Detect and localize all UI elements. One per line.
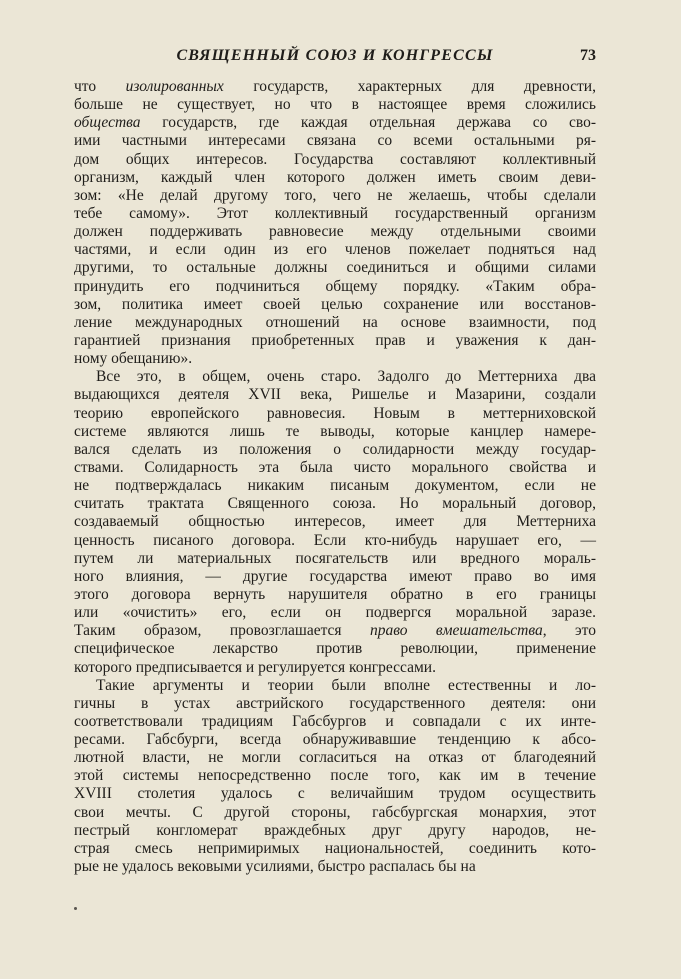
paper-speck <box>74 907 77 910</box>
text-segment: должен поддерживать равновесие между отдельными своими <box>74 223 596 241</box>
text-segment: зом, политика имеет своей целью сохранение или восстанов- <box>74 295 596 313</box>
text-line <box>74 749 596 767</box>
text-segment: принудить его подчиниться общему порядку. «Таким обра- <box>74 277 596 295</box>
text-segment: свои мечты. С другой стороны, габсбургская монархия, этот <box>74 803 596 821</box>
paragraph <box>74 78 596 368</box>
text-line <box>74 78 596 96</box>
text-line <box>74 223 596 241</box>
text-line <box>74 822 596 840</box>
text-line <box>74 205 596 223</box>
text-line <box>74 259 596 277</box>
text-segment: не подтверждалась никаким писаным документом, если не <box>74 477 596 495</box>
text-line <box>74 659 596 677</box>
text-segment: соответствовали традициям Габсбургов и совпадали с их инте- <box>74 712 596 730</box>
text-segment: путем ли материальных посягательств или вредного мораль- <box>74 549 596 567</box>
text-line <box>74 604 596 622</box>
text-segment: Все это, в общем, очень старо. Задолго до Меттерниха два <box>96 368 596 386</box>
text-segment: ного влияния, — другие государства имеют право во имя <box>74 567 596 585</box>
text-segment: страя смесь непримиримых национальностей, соединить кото- <box>74 839 596 857</box>
text-line <box>74 169 596 187</box>
text-line <box>74 114 596 132</box>
italic-emphasis: общества <box>74 114 141 132</box>
italic-emphasis: изолированных <box>125 78 224 95</box>
text-line <box>74 405 596 423</box>
text-segment: больше не существует, но что в настоящее время сложились <box>74 96 596 114</box>
text-line <box>74 858 596 876</box>
text-line <box>74 550 596 568</box>
text-line <box>74 96 596 114</box>
text-line <box>74 151 596 169</box>
paragraph <box>74 368 596 676</box>
text-line <box>74 477 596 495</box>
text-segment: что <box>74 78 126 95</box>
text-line <box>74 586 596 604</box>
text-line <box>74 804 596 822</box>
text-line <box>74 386 596 404</box>
text-segment: считать трактата Священного союза. Но моральный договор, <box>74 495 596 513</box>
text-segment: ценность писаного договора. Если кто-нибудь нарушает его, — <box>74 531 596 549</box>
text-line <box>74 187 596 205</box>
text-segment: пестрый конгломерат враждебных друг другу народов, не- <box>74 821 596 839</box>
text-segment: ление международных отношений на основе взаимности, под <box>74 313 596 331</box>
text-segment: гарантией признания приобретенных прав и уважения к дан- <box>74 331 596 349</box>
text-line <box>74 368 596 386</box>
text-segment: частями, и если один из его членов пожелает подняться над <box>74 241 596 259</box>
text-segment: организм, каждый член которого должен иметь своим деви- <box>74 168 596 186</box>
text-line <box>74 459 596 477</box>
text-segment: ному обещанию». <box>74 350 193 368</box>
text-line <box>74 241 596 259</box>
text-segment: Такие аргументы и теории были вполне естественны и ло- <box>96 676 596 694</box>
text-segment: теорию европейского равновесия. Новым в меттерниховской <box>74 404 596 422</box>
text-line <box>74 785 596 803</box>
text-segment: системе являются лишь те выводы, которые канцлер намере- <box>74 422 596 440</box>
text-segment: ресами. Габсбурги, всегда обнаруживавшие тенденцию к абсо- <box>74 731 596 749</box>
running-head <box>74 47 596 69</box>
text-segment: или «очистить» его, если он подвергся моральной заразе. <box>74 604 596 622</box>
text-segment: государств, где каждая отдельная держава со сво- <box>140 114 596 132</box>
text-segment: вался сделать из положения о солидарности между государ- <box>74 440 596 458</box>
text-segment: выдающихся деятеля XVII века, Ришелье и Мазарини, создали <box>74 386 596 404</box>
text-segment: лютной власти, не могли согласиться на отказ от благодеяний <box>74 749 596 767</box>
paragraph <box>74 677 596 877</box>
text-line <box>74 840 596 858</box>
text-segment: рые не удалось вековыми усилиями, быстро распалась бы на <box>74 858 476 876</box>
text-line <box>74 278 596 296</box>
text-line <box>74 640 596 658</box>
text-segment: которого предписывается и регулируется конгрессами. <box>74 658 436 676</box>
text-line <box>74 713 596 731</box>
text-segment: зом: «Не делай другому того, чего не желаешь, чтобы сделали <box>74 186 596 204</box>
text-segment: специфическое лекарство против революции, применение <box>74 640 596 658</box>
italic-emphasis: право вмешательства <box>369 622 543 640</box>
body-text <box>74 78 596 876</box>
text-line <box>74 677 596 695</box>
text-segment: XVIII столетия удалось с величайшим трудом осуществить <box>74 785 596 803</box>
text-line <box>74 296 596 314</box>
text-line <box>74 314 596 332</box>
text-segment: дом общих интересов. Государства составляют коллективный <box>74 150 596 168</box>
text-line <box>74 350 596 368</box>
text-segment: тебе самому». Этот коллективный государственный организм <box>74 204 596 222</box>
text-segment: создаваемый общностью интересов, имеет для Меттерниха <box>74 513 596 531</box>
text-line <box>74 495 596 513</box>
text-segment: , это <box>542 622 596 640</box>
text-line <box>74 695 596 713</box>
text-segment: государств, характерных для древности, <box>223 78 596 95</box>
text-segment: Таким образом, провозглашается <box>74 622 370 640</box>
text-line <box>74 513 596 531</box>
text-line <box>74 132 596 150</box>
text-segment: ими частными интересами связана со всеми остальными ря- <box>74 132 596 150</box>
text-line <box>74 568 596 586</box>
text-line <box>74 622 596 640</box>
text-segment: этого договора вернуть нарушителя обратно в его границы <box>74 585 596 603</box>
text-line <box>74 731 596 749</box>
text-segment: этой системы непосредственно после того, как им в течение <box>74 767 596 785</box>
text-segment: гичны в устах австрийского государственного деятеля: они <box>74 694 596 712</box>
text-segment: другими, то остальные должны соединиться и общими силами <box>74 259 596 277</box>
page-number: 73 <box>580 47 596 64</box>
text-line <box>74 441 596 459</box>
text-line <box>74 423 596 441</box>
text-line <box>74 332 596 350</box>
text-line <box>74 767 596 785</box>
running-title: СВЯЩЕННЫЙ СОЮЗ И КОНГРЕССЫ <box>176 47 494 64</box>
text-segment: ствами. Солидарность эта была чисто морального свойства и <box>74 458 596 476</box>
text-line <box>74 532 596 550</box>
